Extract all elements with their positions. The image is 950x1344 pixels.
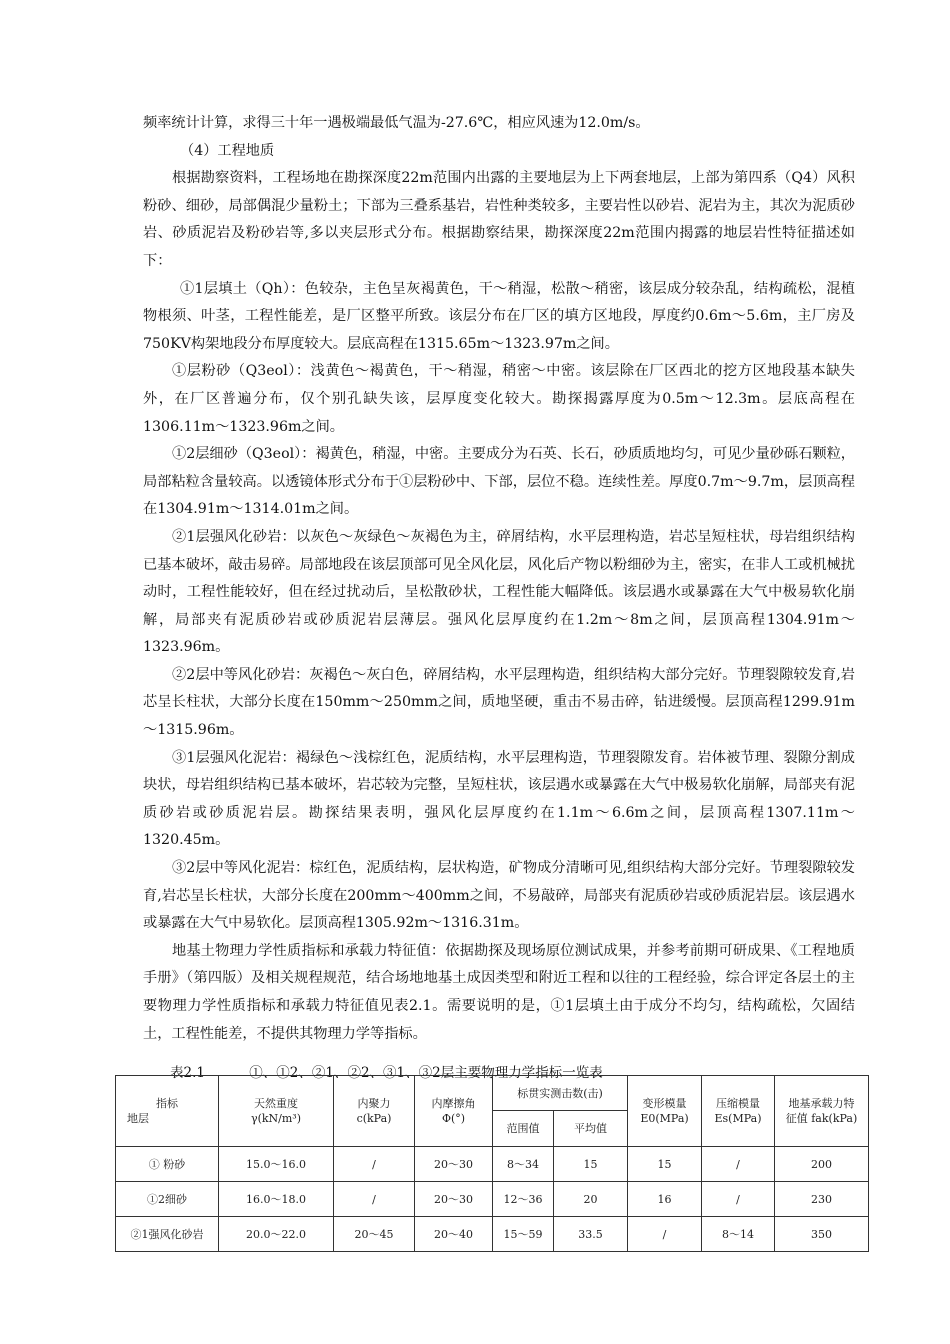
table-caption-title: ①、①2、②1、②2、③1、③2层主要物理力学指标一览表 [249, 1065, 603, 1081]
body-text [143, 110, 855, 1048]
cell: / [628, 1217, 702, 1252]
header-unit: 征值 fak(kPa) [785, 1112, 858, 1125]
header-unit-weight [219, 1076, 334, 1147]
cell: / [334, 1182, 415, 1217]
cell: 20～30 [415, 1182, 493, 1217]
header-unit: c(kPa) [356, 1112, 392, 1125]
paragraph: ②1层强风化砂岩：以灰色～灰绿色～灰褐色为主，碎屑结构，水平层理构造，岩芯呈短柱状，母岩组织结构已基本破坏，敲击易碎。局部地段在该层顶部可见全风化层，风化后产物以粉细砂为主，密实，在非人工或机械扰动时，工程性能较好，但在经过扰动后，呈松散砂状，工程性能大幅降低。该层遇水或暴露在大气中极易软化崩解，局部夹有泥质砂岩或砂质泥岩层薄层。强风化层厚度约在1.2m～8m之间，层顶高程1304.91m～1323.96m。 [143, 528, 855, 656]
paragraph: ②2层中等风化砂岩：灰褐色～灰白色，碎屑结构，水平层理构造，组织结构大部分完好。节理裂隙较发育,岩芯呈长柱状，大部分长度在150mm～250mm之间，质地坚硬，重击不易击碎，钻进缓慢。层顶高程1299.91m～1315.96m。 [143, 666, 855, 739]
paragraph: 根据勘察资料，工程场地在勘探深度22m范围内出露的主要地层为上下两套地层，上部为第四系（Q4）风积粉砂、细砂，局部偶混少量粉土；下部为三叠系基岩，岩性种类较多，主要岩性以砂岩、泥岩为主，其次为泥质砂岩、砂质泥岩及粉砂岩等,多以夹层形式分布。根据勘察结果，勘探深度22m范围内揭露的地层岩性特征描述如下： [143, 170, 855, 269]
corner-indicator-label: 指标 [156, 1097, 178, 1110]
table-row [116, 1182, 869, 1217]
header-unit: γ(kN/m³) [251, 1112, 301, 1125]
section-heading: （4）工程地质 [180, 142, 275, 159]
header-label: 变形模量 [642, 1097, 687, 1110]
header-label: 内聚力 [357, 1097, 391, 1110]
cell: 15 [554, 1147, 628, 1182]
cell: 16.0～18.0 [219, 1182, 334, 1217]
paragraph: ①层粉砂（Q3eol）：浅黄色～褐黄色，干～稍湿，稍密～中密。该层除在厂区西北的挖方区地段基本缺失外，在厂区普遍分布，仅个别孔缺失该，层厚度变化较大。勘探揭露厚度为0.5m～12.3m。层底高程在1306.11m～1323.96m之间。 [143, 363, 855, 435]
layer-cell: ① 粉砂 [116, 1147, 219, 1182]
header-compression [702, 1076, 775, 1147]
cell: / [334, 1147, 415, 1182]
table-caption-label: 表2.1 [170, 1065, 205, 1081]
cell: 200 [775, 1147, 869, 1182]
cell: 12～36 [493, 1182, 554, 1217]
cell: 33.5 [554, 1217, 628, 1252]
corner-layer-label: 地层 [127, 1112, 149, 1125]
header-label: 地基承载力特 [788, 1097, 855, 1110]
header-spt-range: 范围值 [493, 1111, 554, 1147]
header-label: 天然重度 [254, 1097, 298, 1110]
header-label: 内摩擦角 [431, 1097, 476, 1110]
cell: 15～59 [493, 1217, 554, 1252]
header-spt: 标贯实测击数(击) [493, 1076, 628, 1111]
cell: 20 [554, 1182, 628, 1217]
header-deformation [628, 1076, 702, 1147]
properties-table [115, 1075, 869, 1252]
header-spt-avg: 平均值 [554, 1111, 628, 1147]
table-row [116, 1147, 869, 1182]
table-header-row [116, 1076, 869, 1111]
header-cohesion [334, 1076, 415, 1147]
header-corner-cell [116, 1076, 219, 1147]
paragraph: ③1层强风化泥岩：褐绿色～浅棕红色，泥质结构，水平层理构造，节理裂隙发育。岩体被节理、裂隙分割成块状，母岩组织结构已基本破坏，岩芯较为完整，呈短柱状，该层遇水或暴露在大气中极易软化崩解，局部夹有泥质砂岩或砂质泥岩层。勘探结果表明，强风化层厚度约在1.1m～6.6m之间，层顶高程1307.11m～1320.45m。 [143, 749, 855, 849]
cell: 230 [775, 1182, 869, 1217]
cell: 15.0～16.0 [219, 1147, 334, 1182]
cell: 16 [628, 1182, 702, 1217]
cell: 8～14 [702, 1217, 775, 1252]
cell: / [702, 1147, 775, 1182]
cell: 20～30 [415, 1147, 493, 1182]
header-unit: E0(MPa) [640, 1112, 689, 1125]
cell: 20～45 [334, 1217, 415, 1252]
header-unit: Es(MPa) [714, 1112, 762, 1125]
paragraph: 频率统计计算，求得三十年一遇极端最低气温为-27.6℃，相应风速为12.0m/s。 [143, 115, 650, 131]
paragraph: 地基土物理力学性质指标和承载力特征值：依据勘探及现场原位测试成果，并参考前期可研成果、《工程地质手册》（第四版）及相关规程规范，结合场地地基土成因类型和附近工程和以往的工程经验，综合评定各层土的主要物理力学性质指标和承载力特征值见表2.1。需要说明的是，①1层填土由于成分不均匀，结构疏松，欠固结土，工程性能差，不提供其物理力学等指标。 [143, 942, 855, 1042]
cell: 8～34 [493, 1147, 554, 1182]
layer-cell: ①2细砂 [116, 1182, 219, 1217]
paragraph: ①2层细砂（Q3eol）：褐黄色，稍湿，中密。主要成分为石英、长石，砂质质地均匀，可见少量砂砾石颗粒，局部粘粒含量较高。以透镜体形式分布于①层粉砂中、下部，层位不稳。连续性差。厚度0.7m～9.7m，层顶高程在1304.91m～1314.01m之间。 [143, 446, 855, 518]
cell: 15 [628, 1147, 702, 1182]
table-row [116, 1217, 869, 1252]
paragraph: ①1层填土（Qh）：色较杂，主色呈灰褐黄色，干～稍湿，松散～稍密，该层成分较杂乱，结构疏松，混植物根须、叶茎，工程性能差，是厂区整平所致。该层分布在厂区的填方区地段，厚度约0.6m～5.6m，主厂房及750KV构架地段分布厚度较大。层底高程在1315.65m～1323.97m之间。 [143, 280, 855, 352]
cell: 20.0～22.0 [219, 1217, 334, 1252]
cell: 350 [775, 1217, 869, 1252]
cell: 20～40 [415, 1217, 493, 1252]
header-bearing [775, 1076, 869, 1147]
header-friction [415, 1076, 493, 1147]
paragraph: ③2层中等风化泥岩：棕红色，泥质结构，层状构造，矿物成分清晰可见,组织结构大部分完好。节理裂隙较发育,岩芯呈长柱状，大部分长度在200mm～400mm之间，不易敲碎，局部夹有泥质砂岩或砂质泥岩层。该层遇水或暴露在大气中易软化。层顶高程1305.92m～1316.31m。 [143, 860, 855, 932]
header-unit: Φ(°) [441, 1112, 466, 1125]
cell: / [702, 1182, 775, 1217]
header-label: 压缩模量 [716, 1097, 760, 1110]
layer-cell: ②1强风化砂岩 [116, 1217, 219, 1252]
